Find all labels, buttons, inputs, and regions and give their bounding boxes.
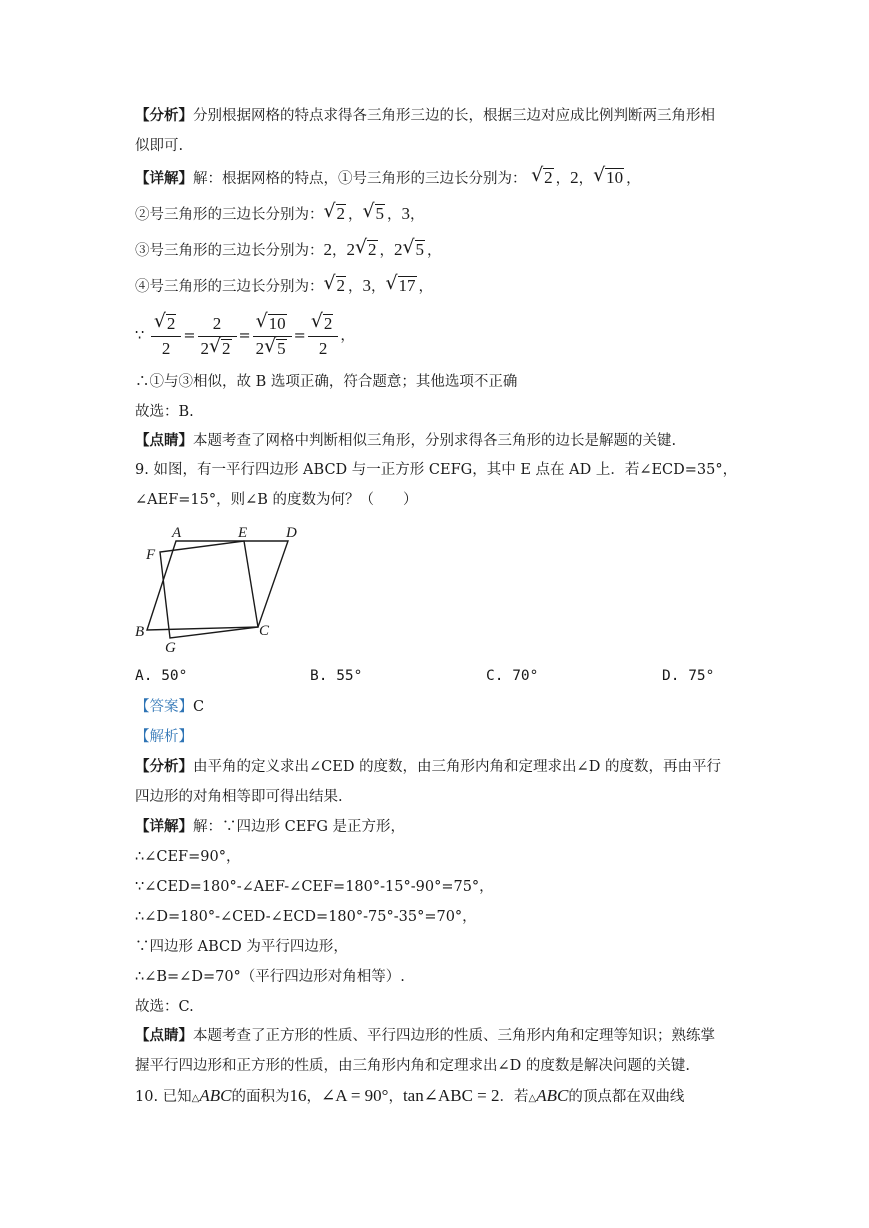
- detail-line-4: ④号三角形的三边长分别为：√ 2 ，3，√ 17 ，: [135, 276, 433, 297]
- triangle-3-prefix: ③号三角形的三边长分别为：: [135, 243, 324, 259]
- detail2-step: ∵∠CED=180°-∠AEF-∠CEF=180°-15°-90°=75°，: [135, 879, 494, 895]
- comment2-text-cont: 握平行四边形和正方形的性质，由三角形内角和定理求出∠D 的度数是解决问题的关键.: [135, 1058, 690, 1074]
- q10-text: 已知: [162, 1089, 192, 1105]
- ratio-equation: ∵ √ $\frac{2}{2}$ = $\frac{2}{2√ 2}$ = √ $\frac{10}{2√ 5}$ = √ $\frac{2}{2}$ ，: [135, 312, 355, 360]
- option-a: A. 50°: [135, 668, 188, 684]
- detail2-step: 故选：C.: [135, 999, 194, 1015]
- detail2-text: 解：∵四边形 CEFG 是正方形，: [193, 819, 406, 835]
- analysis-text-cont: 似即可.: [135, 138, 184, 154]
- option-d: D. 75°: [662, 668, 715, 684]
- value: 3: [362, 276, 371, 295]
- option-c: C. 70°: [486, 668, 539, 684]
- analysis2-text-cont: 四边形的对角相等即可得出结果.: [135, 789, 343, 805]
- comment-tag: 【点睛】: [135, 432, 193, 449]
- coef: 2: [394, 240, 403, 259]
- detail2-step: ∴∠D=180°-∠CED-∠ECD=180°-75°-35°=70°，: [135, 909, 477, 925]
- comment-line: [135, 431, 676, 451]
- answer-value: C: [193, 699, 205, 715]
- analysis2-line-1: [135, 757, 721, 777]
- conclusion-text: ∴①与③相似，故 B 选项正确，符合题意；其他选项不正确: [135, 374, 518, 390]
- label-f: F: [146, 547, 156, 563]
- parallelogram-square-figure: [132, 524, 312, 654]
- analysis-text: 分别根据网格的特点求得各三角形三边的长，根据三边对应成比例判断两三角形相: [193, 108, 715, 124]
- angle-condition: ∠A = 90°: [320, 1086, 389, 1105]
- analysis-paragraph: [135, 106, 715, 126]
- label-e: E: [238, 525, 248, 541]
- sqrt-value: √ 2: [326, 276, 347, 296]
- detail2-line-3: [135, 877, 494, 897]
- question-10-line: 10. 已知△ABC的面积为16，∠A = 90°，tan∠ABC = 2．若△ABC的顶点都在双曲线: [135, 1086, 685, 1105]
- triangle-symbol: △: [528, 1093, 537, 1104]
- q10-text: 的顶点都在双曲线: [568, 1089, 685, 1105]
- comment2-line-1: [135, 1026, 715, 1046]
- detail-line-2: ②号三角形的三边长分别为：√ 2 ，√ 5 ，3，: [135, 204, 425, 225]
- triangle-name: ABC: [536, 1086, 569, 1105]
- detail2-line-4: [135, 907, 477, 927]
- detail-line-3: ③号三角形的三边长分别为：2，2√ 2 ，2√ 5 ，: [135, 240, 442, 261]
- detail2-line-7: [135, 997, 194, 1017]
- comment2-text: 本题考查了正方形的性质、平行四边形的性质、三角形内角和定理等知识；熟练掌: [193, 1028, 715, 1044]
- answer-line: [135, 697, 204, 717]
- value: 2: [570, 168, 579, 187]
- fraction: √ $\frac{2}{2}$: [308, 313, 339, 360]
- label-a: A: [172, 525, 182, 541]
- detail-line-1: 【详解】解：根据网格的特点，①号三角形的三边长分别为： √ 2 ，2，√ 10 ，: [135, 168, 641, 189]
- detail2-step: ∴∠CEF=90°，: [135, 849, 241, 865]
- sqrt-value: √ 5: [365, 204, 386, 224]
- sqrt-value: √ 2: [326, 204, 347, 224]
- choice-text: 故选：B.: [135, 404, 194, 420]
- coef: 2: [346, 240, 355, 259]
- detail2-line-5: [135, 937, 348, 957]
- sqrt-value: √ 10: [595, 168, 624, 188]
- question-9-text: 9. 如图，有一平行四边形 ABCD 与一正方形 CEFG，其中 E 点在 AD 上．若∠ECD=35°，: [135, 462, 738, 478]
- question-10-number: 10.: [135, 1089, 159, 1105]
- value: 2: [323, 240, 332, 259]
- triangle-name: ABC: [199, 1086, 232, 1105]
- analysis-paragraph-cont: [135, 136, 183, 156]
- choice-line: [135, 402, 194, 422]
- q10-text: 的面积为: [231, 1089, 290, 1105]
- detail2-step: ∴∠B=∠D=70°（平行四边形对角相等）.: [135, 969, 405, 985]
- q10-text: ．若: [499, 1089, 529, 1105]
- sqrt-value: √ 17: [388, 276, 417, 296]
- analysis2-text: 由平角的定义求出∠CED 的度数，由三角形内角和定理求出∠D 的度数，再由平行: [193, 759, 721, 775]
- fraction: √ $\frac{2}{2}$: [151, 313, 182, 360]
- sqrt-value: √ 2: [533, 168, 554, 188]
- option-b: B. 55°: [310, 668, 363, 684]
- detail-tag: 【详解】: [135, 170, 193, 187]
- analysis2-tag: 【分析】: [135, 758, 193, 775]
- fraction: √ $\frac{10}{2√ 5}$: [253, 313, 292, 360]
- detail2-tag: 【详解】: [135, 818, 193, 835]
- fraction: $\frac{2}{2√ 2}$: [198, 313, 237, 360]
- sqrt-value: √ 2: [357, 240, 378, 260]
- question-9-text-cont: ∠AEF=15°，则∠B 的度数为何？（ ）: [135, 492, 418, 508]
- analysis-title: 【解析】: [135, 729, 193, 745]
- detail2-line-1: [135, 817, 405, 837]
- comment-text: 本题考查了网格中判断相似三角形，分别求得各三角形的边长是解题的关键.: [193, 433, 677, 449]
- detail2-line-6: [135, 967, 405, 987]
- area-value: 16: [289, 1086, 307, 1105]
- detail-intro: 解：根据网格的特点，①号三角形的三边长分别为：: [193, 171, 527, 187]
- comment2-tag: 【点睛】: [135, 1027, 193, 1044]
- value: 3: [401, 204, 410, 223]
- label-c: C: [259, 623, 270, 639]
- analysis2-line-2: [135, 787, 343, 807]
- detail2-line-2: [135, 847, 240, 867]
- because-symbol: ∵: [135, 328, 145, 344]
- label-d: D: [286, 525, 297, 541]
- sqrt-value: √ 5: [405, 240, 426, 260]
- triangle-2-prefix: ②号三角形的三边长分别为：: [135, 207, 324, 223]
- detail2-step: ∵四边形 ABCD 为平行四边形，: [135, 939, 348, 955]
- answer-tag: 【答案】: [135, 699, 193, 715]
- conclusion-line: [135, 372, 517, 392]
- question-9-line-1: [135, 460, 737, 480]
- analysis-title-line: [135, 727, 193, 747]
- label-g: G: [165, 640, 176, 654]
- comment2-line-2: [135, 1056, 690, 1076]
- question-9-line-2: [135, 490, 418, 510]
- triangle-symbol: △: [191, 1093, 200, 1104]
- triangle-4-prefix: ④号三角形的三边长分别为：: [135, 279, 324, 295]
- analysis-tag: 【分析】: [135, 107, 193, 124]
- label-b: B: [135, 624, 145, 640]
- tan-condition: tan∠ABC = 2: [402, 1086, 500, 1105]
- square-cefg: [160, 541, 258, 638]
